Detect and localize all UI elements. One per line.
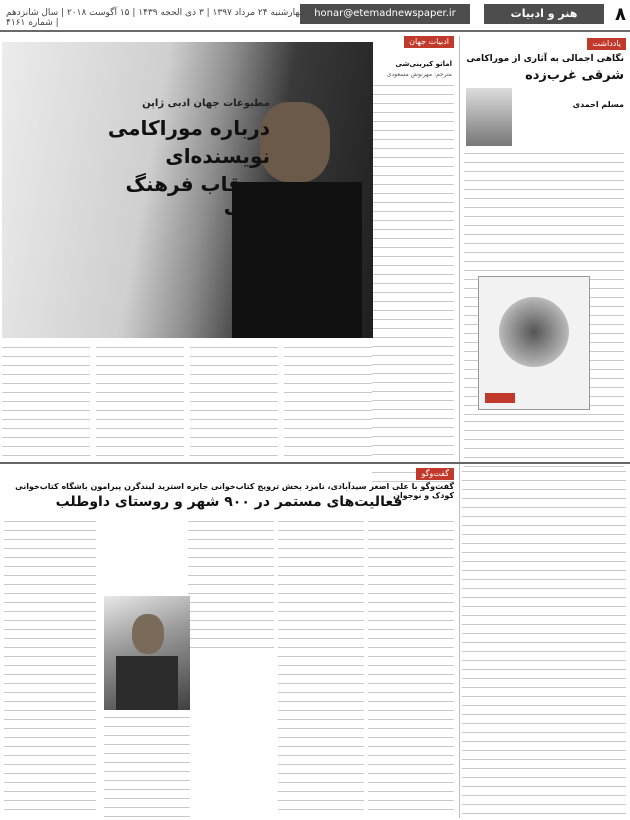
feature-kicker: مطبوعات جهان ادبی ژاپن	[142, 98, 270, 109]
column-divider-bottom	[459, 468, 460, 818]
feature-body-col-2	[96, 344, 184, 456]
interview-tag: گفت‌وگو	[416, 468, 454, 480]
interview-col-3-top	[188, 518, 274, 648]
author-photo	[466, 88, 512, 146]
section-title: هنر و ادبیات	[484, 4, 604, 24]
feature-headline-2: نویسنده‌ای	[165, 144, 270, 168]
book-cover	[478, 276, 590, 410]
note-title: شرقی غرب‌زده	[525, 68, 624, 83]
feature-body-col-3	[190, 344, 278, 456]
interview-col-3-bottom	[104, 714, 190, 818]
note-tag: یادداشت	[587, 38, 626, 50]
interview-col-4	[4, 518, 96, 818]
interview-headline: فعالیت‌های مستمر در ۹۰۰ شهر و روستای داوطلب	[55, 494, 403, 510]
page-number: ۸	[615, 4, 626, 25]
note-kicker: نگاهی اجمالی به آثاری از موراکامی	[466, 54, 624, 64]
feature-side-column	[372, 82, 454, 488]
feature-body-col-1	[2, 344, 90, 456]
note-author: مسلم احمدی	[572, 100, 624, 109]
interview-right-column	[462, 468, 626, 818]
feature-headline-3: در قاب فرهنگ غرب	[125, 172, 270, 220]
section-divider	[0, 462, 630, 464]
feature-tag: ادبیات جهان	[404, 36, 454, 48]
interview-col-1	[368, 518, 454, 818]
column-divider	[459, 36, 460, 488]
interview-col-2	[278, 518, 364, 818]
issue-line: چهارشنبه ۲۴ مرداد ۱۳۹۷ | ۳ ذی الحجه ۱۴۳۹ | ۱۵ آگوست ۲۰۱۸ | سال شانزدهم | شماره ۴۱۶۱	[6, 8, 306, 28]
interview-kicker: گفت‌وگو با علی اصغر سیدآبادی، نامزد بخش ترویج کتاب‌خوانی جایزه استرید لیندگرن پیرامون باشگاه کتاب‌خوانی کودک و نوجوان	[15, 482, 454, 500]
feature-headline-1: درباره موراکامی	[107, 116, 270, 140]
feature-body-col-4	[284, 344, 372, 456]
feature-author: اماتو کیرینی‌شی	[395, 60, 452, 68]
interview-photo	[104, 596, 190, 710]
feature-translator: مترجم: مهرنوش مسعودی	[386, 71, 452, 78]
email-address: honar@etemadnewspaper.ir	[300, 4, 470, 24]
